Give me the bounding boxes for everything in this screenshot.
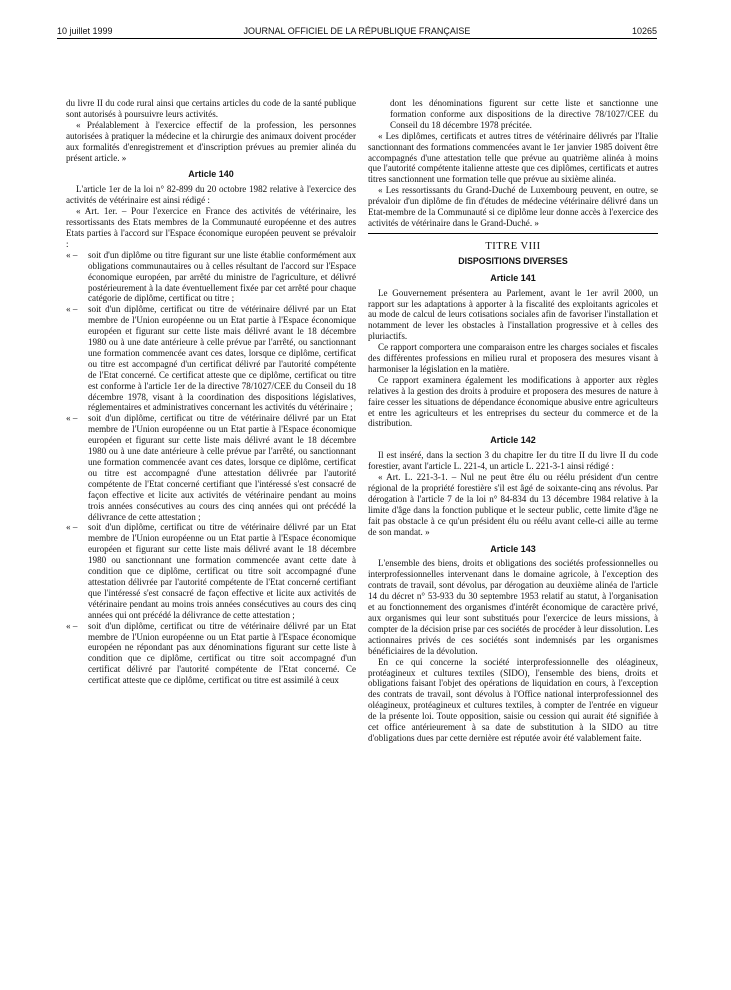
- header-rule: [57, 38, 657, 39]
- title-subheading: DISPOSITIONS DIVERSES: [458, 255, 568, 266]
- list-marker: « –: [66, 304, 78, 315]
- section-rule: [368, 233, 658, 234]
- list-item: [66, 413, 356, 522]
- continuation-paragraph: dont les dénominations figurent sur cette liste et sanctionne une formation conforme aux dispositions de la directive 78/1027/CEE du Conseil du 18 décembre 1978 précitée.: [390, 98, 658, 130]
- list-marker: « –: [66, 522, 78, 533]
- list-item: [66, 304, 356, 413]
- paragraph: « Les diplômes, certificats et autres titres de vétérinaire délivrés par l'Italie sanctionnant des formations commencées avant le 1er janvier 1985 doivent être accompagnés d'une attestation telle que prévue au quatrième alinéa à moins que l'autorité compétente italienne atteste que ces diplômes, certificats et autres titres sanctionnent une formation telle que prévue au sixième alinéa.: [368, 130, 658, 185]
- title-heading: TITRE VIII: [485, 240, 541, 252]
- list-item-text: soit d'un diplôme ou titre figurant sur une liste établie conformément aux obligations communautaires ou à celles résultant de l'accord sur l'Espace économique européen, par arrêté du ministre de l'agriculture, et délivré postérieurement à la date éventuellement fixée par cet arrêté pour chaque catégorie de diplôme, certificat ou titre ;: [88, 249, 356, 304]
- paragraph: L'article 1er de la loi n° 82-899 du 20 octobre 1982 relative à l'exercice des activités de vétérinaire est ainsi rédigé :: [66, 184, 356, 206]
- paragraph: Ce rapport examinera également les modifications à apporter aux règles relatives à la gestion des droits à produire et proposera des mesures de nature à faire cesser les situations de dépendance économique abusive entre agriculteurs et entre les agriculteurs et les entreprises du secteur du commerce et de la distribution.: [368, 374, 658, 429]
- list-item: [66, 250, 356, 305]
- paragraph: « Les ressortissants du Grand-Duché de Luxembourg peuvent, en outre, se prévaloir d'un diplôme de fin d'études de médecine vétérinaire délivré dans un Etat-membre de la Communauté si ce diplôme leur donne accès à l'exercice des activités de vétérinaire dans le Grand-Duché. »: [368, 185, 658, 228]
- article-heading-140: Article 140: [188, 169, 234, 180]
- right-column: [368, 98, 658, 744]
- paragraph: du livre II du code rural ainsi que certains articles du code de la santé publique sont autorisés à poursuivre leurs activités.: [66, 98, 356, 119]
- list-marker: « –: [66, 413, 78, 424]
- paragraph: « Art. L. 221-3-1. – Nul ne peut être élu ou réélu président d'un centre régional de la propriété forestière s'il est âgé de soixante-cinq ans révolus. Par dérogation à l'article 7 de la loi n° 84-834 du 13 décembre 1984 relative à la limite d'âge dans la fonction publique et le secteur public, cette limite d'âge ne fait pas obstacle à ce qu'un président élu ou réélu avant celle-ci aille au terme de son mandat. »: [368, 472, 658, 537]
- list-marker: « –: [66, 620, 78, 631]
- list-item: [66, 522, 356, 620]
- list-item-text: soit d'un diplôme, certificat ou titre de vétérinaire délivré par un Etat membre de l'Union européenne ou un Etat partie à l'Espace économique européen et figurant sur cette liste mais délivré avant le 18 décembre 1980 ou sanctionnant une formation commencée avant cette date à condition que ce diplôme, certificat ou titre soit accompagné d'une attestation délivrée par l'autorité compétente de l'Etat concerné certifiant que l'intéressé s'est consacré de façon effective et licite aux activités de vétérinaire pendant au moins trois années consécutives au cours des cinq années qui ont précédé la délivrance de cette attestation ;: [88, 522, 356, 620]
- paragraph: « Préalablement à l'exercice effectif de la profession, les personnes autorisées à pratiquer la médecine et la chirurgie des animaux doivent procéder aux formalités d'enregistrement et d'inscription prévues au premier alinéa du présent article. »: [66, 119, 356, 163]
- list-marker: « –: [66, 249, 78, 260]
- list-item-text: soit d'un diplôme, certificat ou titre de vétérinaire délivré par un Etat membre de l'Union européenne ou un Etat partie à l'Espace économique européen et figurant sur cette liste mais délivré avant le 18 décembre 1980 ou à une date antérieure à celle prévue par l'arrêté, ou sanctionnant une formation commencée avant ces dates, lorsque ce diplôme, certificat ou titre est accompagné d'une attestation délivrée par l'autorité compétente de l'Etat concerné certifiant que l'intéressé s'est consacré de façon effective et licite aux activités de vétérinaire pendant au moins trois années consécutives au cours des cinq années qui ont précédé la délivrance de cette attestation ;: [88, 413, 356, 522]
- paragraph: « Art. 1er. – Pour l'exercice en France des activités de vétérinaire, les ressortissants des Etats membres de la Communauté européenne et des autres Etats parties à l'accord sur l'Espace économique européen peuvent se prévaloir :: [66, 206, 356, 249]
- list-item-text: soit d'un diplôme, certificat ou titre de vétérinaire délivré par un Etat membre de l'Union européenne ou un Etat partie à l'Espace économique européen et figurant sur cette liste mais délivré avant le 18 décembre 1980 ou à une date antérieure à celle prévue par l'arrêté, ou sanctionnant une formation commencée avant ces dates, lorsque ce diplôme, certificat ou titre est accompagné d'un certificat délivré par l'autorité compétente de l'Etat concerné. Ce certificat atteste que ce diplôme, certificat ou titre est conforme à l'article 1er de la directive 78/1027/CEE du Conseil du 18 décembre 1978, visant à la coordination des dispositions législatives, réglementaires et administratives concernant les activités du vétérinaire ;: [88, 304, 356, 413]
- left-column: [66, 98, 356, 686]
- page-header: [57, 20, 657, 40]
- article-heading-143: Article 143: [490, 543, 536, 554]
- paragraph: Il est inséré, dans la section 3 du chapitre Ier du titre II du livre II du code forestier, avant l'article L. 221-4, un article L. 221-3-1 ainsi rédigé :: [368, 450, 658, 472]
- paragraph: L'ensemble des biens, droits et obligations des sociétés professionnelles ou interprofessionnelles intervenant dans le domaine agricole, à l'exception des contrats de travail, sont dévolus, par dérogation au deuxième alinéa de l'article 14 du décret n° 53-933 du 30 septembre 1953 relatif au statut, à l'organisation et au fonctionnement des organismes d'intérêt économique de caractère privé, aux organismes qui leur sont substitués pour l'exercice de leurs missions, à compter de la décision prise par ces sociétés de procéder à leur dissolution. Les actionnaires privés de ces sociétés sont indemnisés par les organismes bénéficiaires de la dévolution.: [368, 558, 658, 656]
- header-page-number: 10265: [631, 26, 657, 36]
- paragraph: En ce qui concerne la société interprofessionnelle des oléagineux, protéagineux et cultures textiles (SIDO), l'ensemble des biens, droits et obligations faisant l'objet des opérations de liquidation en cours, à l'exception des contrats de travail, sont dévolus à l'Office national interprofessionnel des oléagineux, protéagineux et cultures textiles, à compter de l'entrée en vigueur de la présente loi. Toute opposition, saisie ou cession qui aurait été signifiée à cet office antérieurement à sa date de substitution à la SIDO au titre d'obligations dues par cette dernière est réputée avoir été valablement faite.: [368, 656, 658, 743]
- article-heading-142: Article 142: [490, 435, 536, 446]
- paragraph: Le Gouvernement présentera au Parlement, avant le 1er avril 2000, un rapport sur les adaptations à apporter à la fiscalité des exploitants agricoles et au mode de calcul de leurs cotisations sociales afin de favoriser l'installation et notamment de lever les obstacles à l'installation progressive et à celles des pluriactifs.: [368, 287, 658, 342]
- list-item: [66, 621, 356, 686]
- paragraph: Ce rapport comportera une comparaison entre les charges sociales et fiscales des différentes professions en milieu rural et proposera des mesures visant à harmoniser la législation en la matière.: [368, 342, 658, 374]
- header-journal-title: JOURNAL OFFICIEL DE LA RÉPUBLIQUE FRANÇAISE: [243, 26, 471, 36]
- list-item-text: soit d'un diplôme, certificat ou titre de vétérinaire délivré par un Etat membre de l'Union européenne ou un Etat partie à l'Espace économique européen ne répondant pas aux dénominations figurant sur cette liste à condition que ce diplôme, certificat ou titre soit accompagné d'un certificat délivré par l'autorité compétente de l'Etat concerné. Ce certificat atteste que ce diplôme, certificat ou titre est assimilé à ceux: [88, 620, 356, 686]
- header-date: 10 juillet 1999: [57, 26, 113, 36]
- article-heading-141: Article 141: [490, 272, 536, 283]
